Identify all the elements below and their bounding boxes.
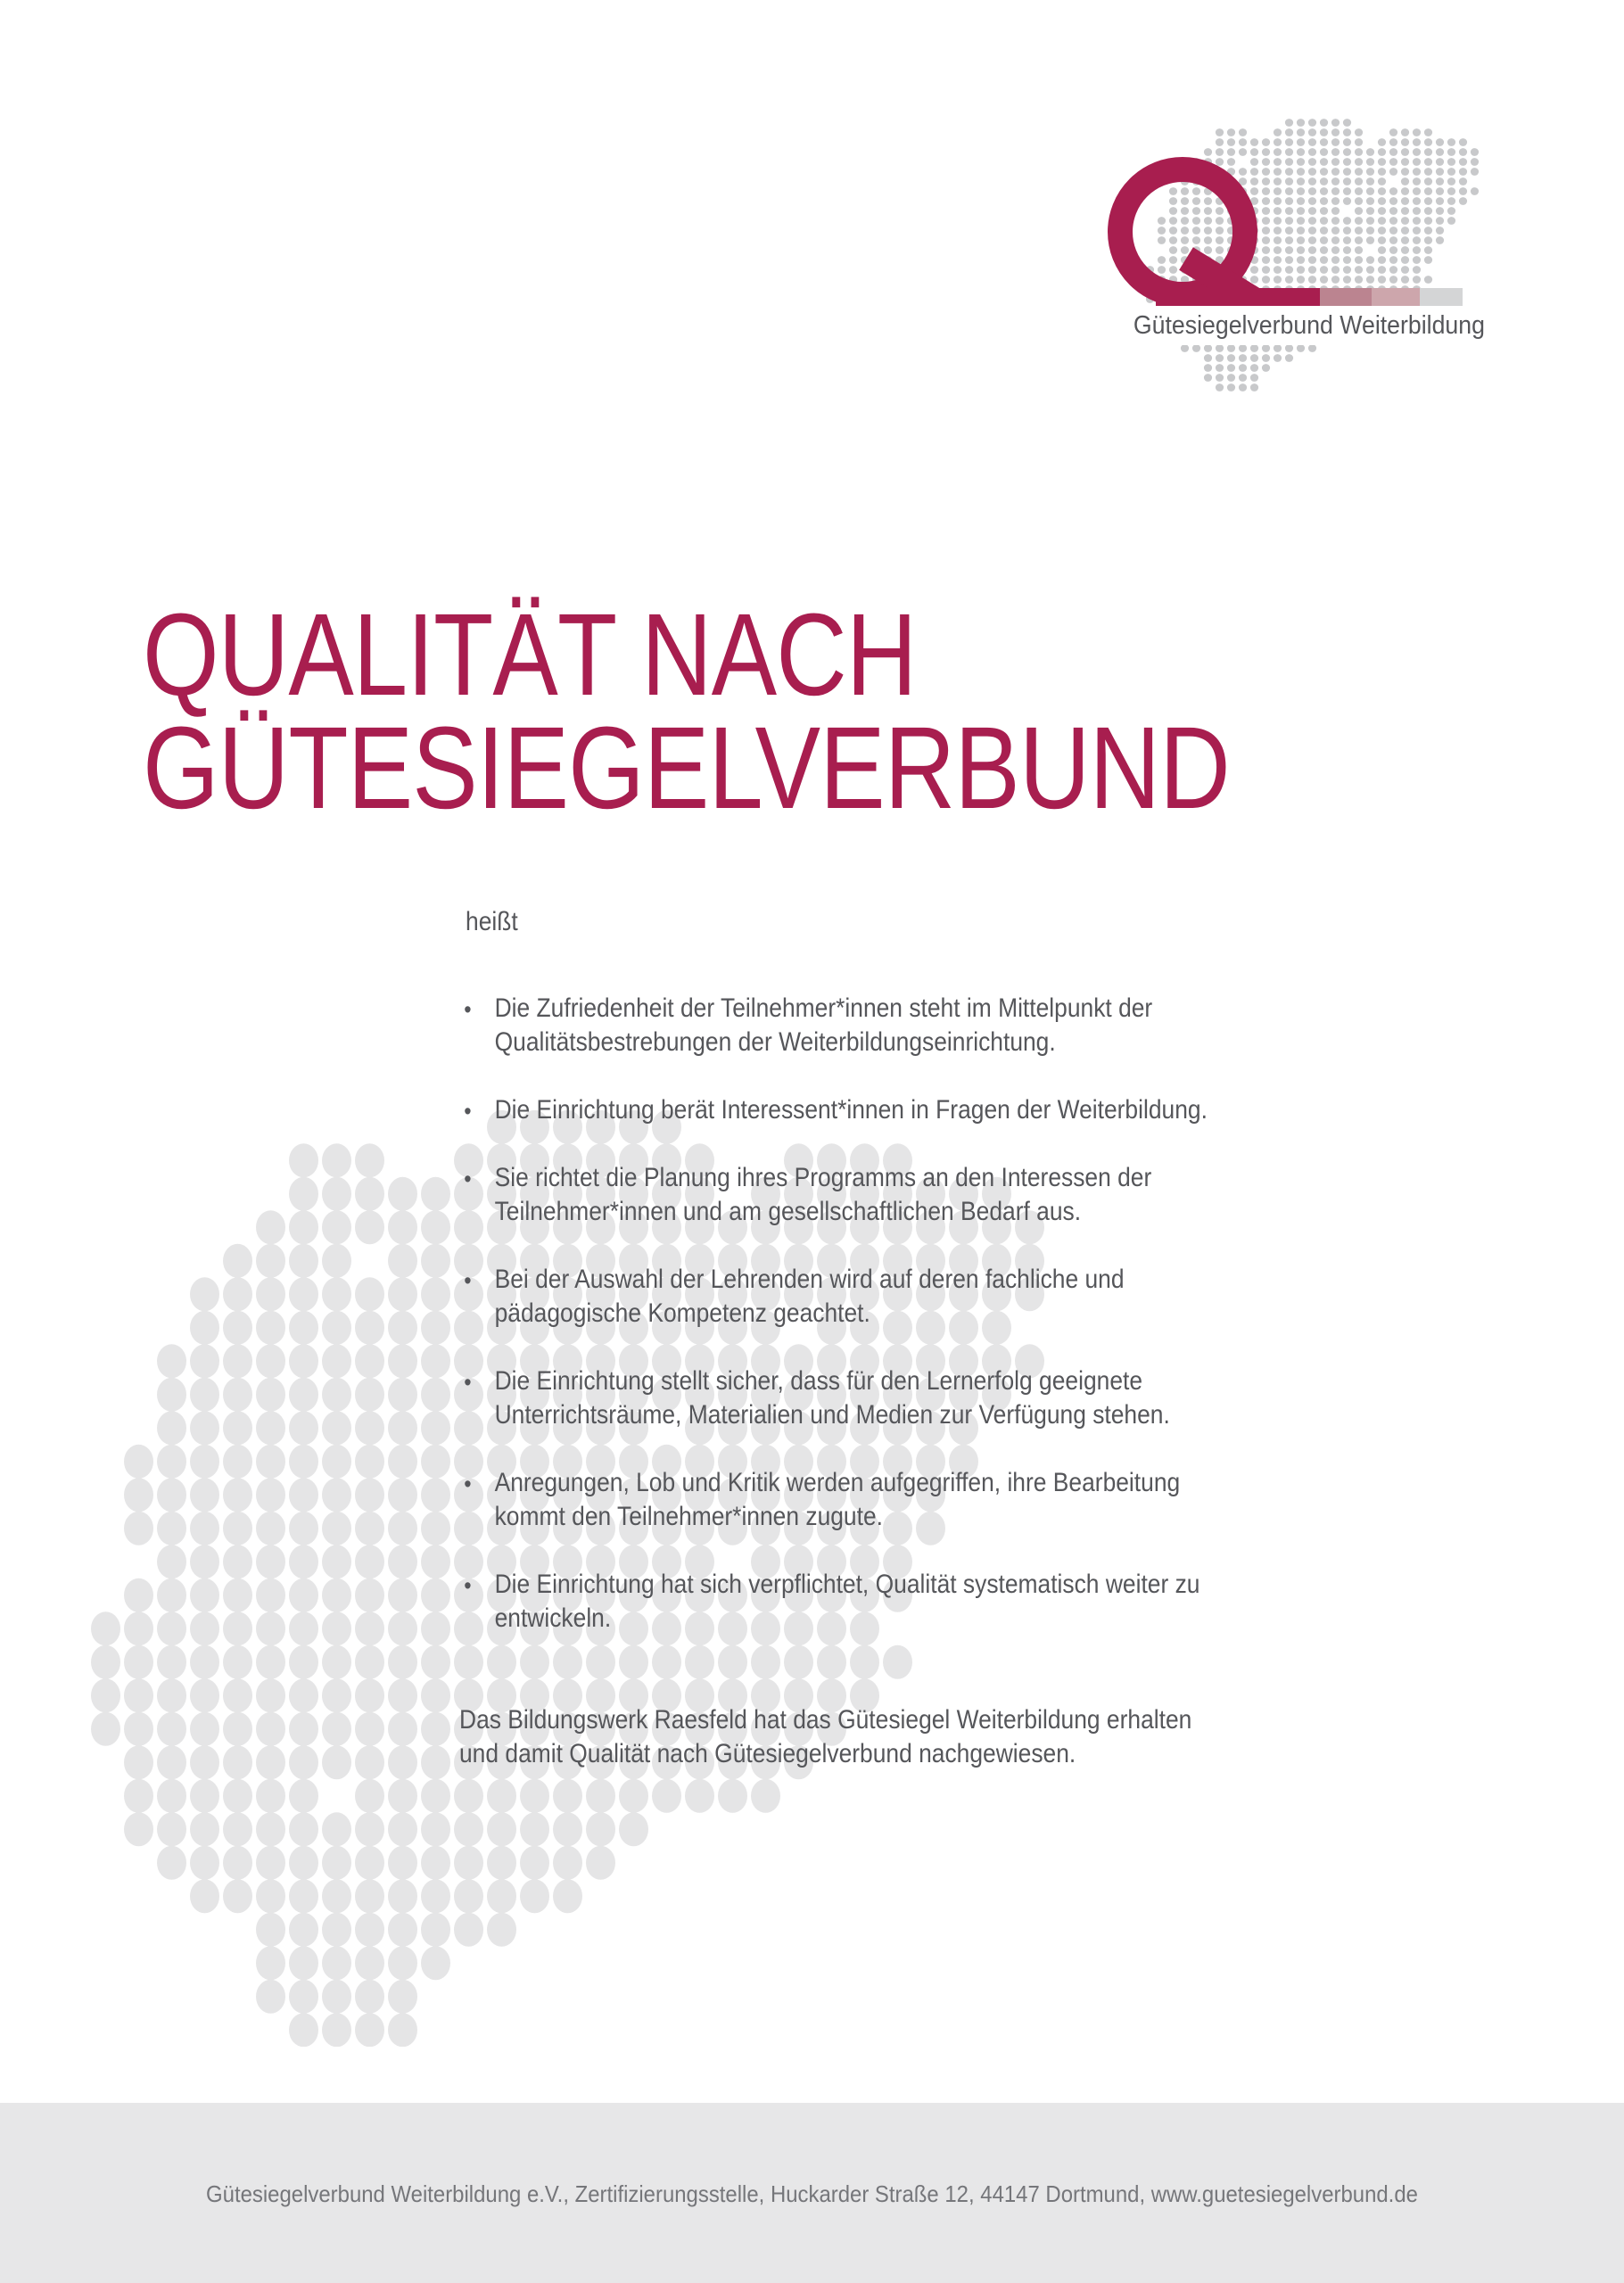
footer-text: Gütesiegelverbund Weiterbildung e.V., Zertifizierungsstelle, Huckarder Straße 12, 44147 Dortmund, www.guetesiegelverbund.de [206,2180,1418,2207]
bullet-line: • Die Einrichtung berät Interessent*innen in Fragen der Weiterbildung. [494,1095,1208,1125]
bullet-line: • Sie richtet die Planung ihres Programms an den Interessen der [494,1163,1152,1192]
bullet-line: entwickeln. [494,1603,612,1633]
bullet-line: pädagogische Kompetenz geachtet. [494,1298,870,1328]
page-title [143,589,1230,833]
bullet-line: Unterrichtsräume, Materialien und Medien zur Verfügung stehen. [494,1400,1170,1430]
bullet-line: kommt den Teilnehmer*innen zugute. [494,1502,883,1531]
bullet-list [459,992,1208,1636]
content-column [459,905,1208,1771]
bullet-line: • Die Einrichtung stellt sicher, dass für den Lernerfolg geeignete [494,1366,1143,1396]
q-logo-icon [1097,116,1507,321]
closing-line: Das Bildungswerk Raesfeld hat das Gütesiegel Weiterbildung erhalten [459,1705,1192,1735]
bullet-item [459,1568,1208,1636]
closing-line: und damit Qualität nach Gütesiegelverbund nachgewiesen. [459,1739,1076,1768]
closing-paragraph [459,1703,1208,1771]
bullet-item [459,1466,1208,1534]
bullet-line: • Die Zufriedenheit der Teilnehmer*innen steht im Mittelpunkt der [494,993,1153,1023]
bullet-item [459,1263,1208,1331]
logo-caption: Gütesiegelverbund Weiterbildung [1122,306,1491,345]
bullet-item [459,1161,1208,1229]
bullet-line: • Bei der Auswahl der Lehrenden wird auf deren fachliche und [494,1265,1125,1294]
bullet-line: Teilnehmer*innen und am gesellschaftlichen Bedarf aus. [494,1197,1082,1226]
bullet-item [459,992,1208,1059]
gutesiegelverbund-logo [1097,111,1516,433]
page-title-line-1: QUALITÄT NACH [143,589,917,720]
bullet-item [459,1093,1208,1127]
bullet-line: • Anregungen, Lob und Kritik werden aufgegriffen, ihre Bearbeitung [494,1468,1181,1497]
bullet-line: Qualitätsbestrebungen der Weiterbildungseinrichtung. [494,1027,1056,1057]
bullet-line: • Die Einrichtung hat sich verpflichtet, Qualität systematisch weiter zu [494,1570,1200,1599]
footer-bar [0,2103,1624,2283]
bullet-item [459,1364,1208,1432]
page-title-line-2: GÜTESIEGELVERBUND [143,702,1230,833]
intro-label: heißt [466,907,518,936]
